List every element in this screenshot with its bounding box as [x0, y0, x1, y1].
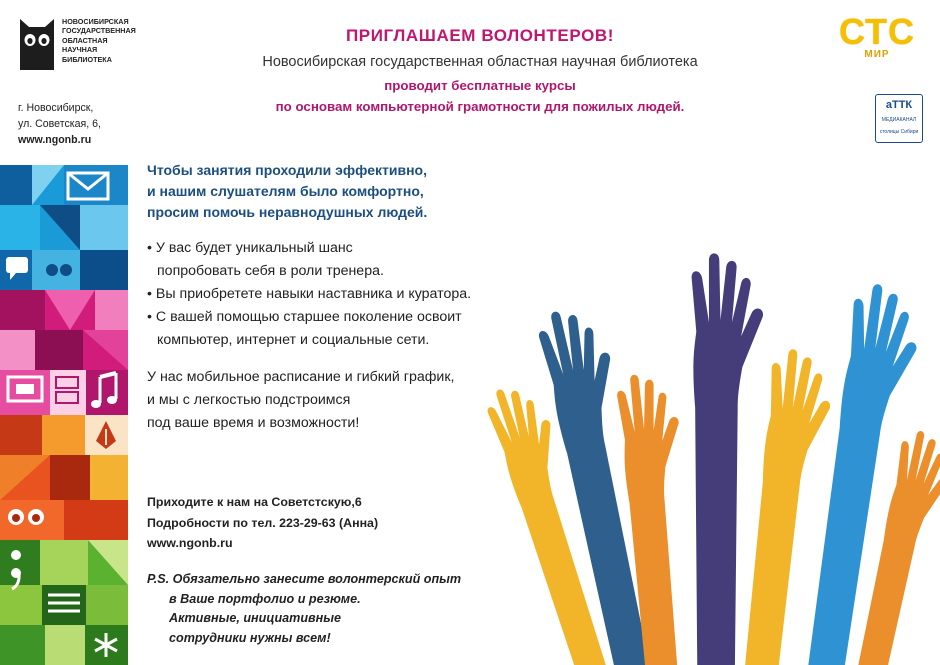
library-logo	[18, 17, 136, 72]
main-body	[147, 160, 537, 435]
page-header	[210, 26, 750, 117]
raised-hands-illustration	[485, 228, 940, 665]
decorative-mosaic	[0, 165, 128, 665]
sts-logo: СТС МИР	[838, 11, 916, 60]
page-title: ПРИГЛАШАЕМ ВОЛОНТЕРОВ!	[345, 26, 615, 45]
owl-logo-icon	[18, 17, 56, 72]
contact-info	[147, 492, 378, 554]
header-subtitle: Новосибирская государственная областная научная библиотека	[262, 54, 698, 70]
contact-website[interactable]: www.ngonb.ru	[147, 536, 233, 550]
list-item: • У вас будет уникальный шанс попробовать себя в роли тренера.	[147, 240, 384, 279]
library-address: г. Новосибирск, ул. Советская, 6, www.ngonb.ru	[18, 102, 101, 146]
list-item: • С вашей помощью старшее поколение освоит компьютер, интернет и социальные сети.	[147, 309, 462, 348]
list-item: • Вы приобретете навыки наставника и куратора.	[147, 286, 472, 302]
contact-address: Приходите к нам на Советстскую,6	[147, 495, 362, 509]
schedule-text: У нас мобильное расписание и гибкий график, и мы с легкостью подстроимся под ваше время и возможности!	[147, 369, 455, 431]
library-name: НОВОСИБИРСКАЯ ГОСУДАРСТВЕННАЯ ОБЛАСТНАЯ НАУЧНАЯ БИБЛИОТЕКА	[62, 17, 136, 64]
postscript: P.S. Обязательно занесите волонтерский опыт в Ваше портфолио и резюме. Активные, инициативные сотрудники нужны всем!	[147, 572, 462, 646]
contact-phone: Подробности по тел. 223-29-63 (Анна)	[147, 515, 379, 530]
header-course-info: проводит бесплатные курсы по основам компьютерной грамотности для пожилых людей.	[275, 78, 685, 114]
benefits-list	[147, 237, 537, 352]
library-website[interactable]: www.ngonb.ru	[18, 134, 92, 146]
intro-text: Чтобы занятия проходили эффективно, и нашим слушателям было комфортно, просим помочь неравнодушных людей.	[147, 162, 428, 220]
attk-logo: аТТК МЕДИАКАНАЛ столицы Сибири	[875, 94, 923, 143]
